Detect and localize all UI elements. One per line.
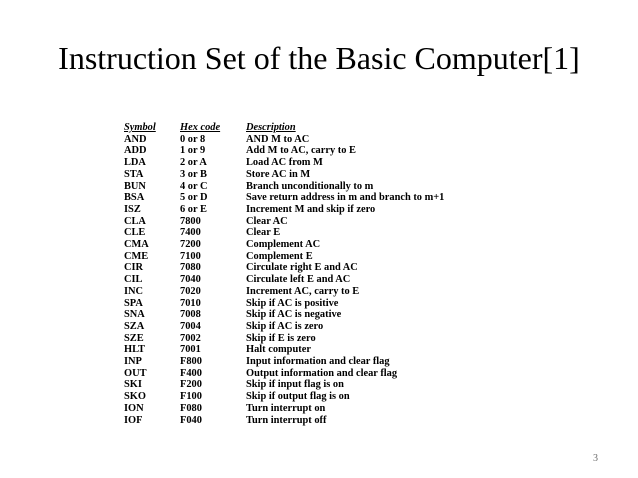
- cell-symbol: AND: [124, 133, 147, 145]
- table-row: [124, 403, 444, 415]
- cell-symbol: INC: [124, 285, 144, 297]
- header-description: Description: [246, 122, 296, 133]
- table-row: [124, 216, 444, 228]
- cell-hex-code: 7010: [180, 297, 201, 309]
- cell-symbol: BUN: [124, 180, 146, 192]
- table-row: [124, 344, 444, 356]
- table-row: [124, 309, 444, 321]
- cell-hex-code: F200: [180, 379, 202, 391]
- table-row: [124, 333, 444, 345]
- cell-symbol: SZA: [124, 320, 145, 332]
- cell-symbol: OUT: [124, 367, 147, 379]
- table-row: [124, 321, 444, 333]
- cell-description: Halt computer: [246, 344, 311, 356]
- cell-hex-code: 7040: [180, 274, 201, 286]
- cell-symbol: IOF: [124, 414, 143, 426]
- cell-description: Complement AC: [246, 239, 321, 251]
- table-row: [124, 356, 444, 368]
- cell-description: Store AC in M: [246, 168, 311, 180]
- cell-hex-code: 4 or C: [180, 180, 208, 192]
- table-row: [124, 157, 444, 169]
- cell-symbol: SKI: [124, 379, 142, 391]
- cell-symbol: CLA: [124, 215, 146, 227]
- cell-symbol: CIL: [124, 274, 143, 286]
- cell-hex-code: 1 or 9: [180, 145, 206, 157]
- table-row: [124, 134, 444, 146]
- cell-symbol: SZE: [124, 332, 144, 344]
- cell-description: Increment AC, carry to E: [246, 285, 360, 297]
- table-row: [124, 274, 444, 286]
- cell-description: Add M to AC, carry to E: [246, 145, 356, 157]
- cell-description: Complement E: [246, 250, 313, 262]
- cell-symbol: SPA: [124, 297, 143, 309]
- cell-symbol: CLE: [124, 227, 146, 239]
- cell-hex-code: F400: [180, 367, 202, 379]
- cell-hex-code: F100: [180, 391, 202, 403]
- cell-description: Circulate left E and AC: [246, 274, 351, 286]
- cell-hex-code: F040: [180, 414, 202, 426]
- cell-symbol: HLT: [124, 344, 145, 356]
- cell-symbol: CIR: [124, 262, 144, 274]
- cell-hex-code: F080: [180, 402, 202, 414]
- cell-hex-code: 7001: [180, 344, 201, 356]
- slide-title: Instruction Set of the Basic Computer[1]: [58, 40, 580, 76]
- table-row: [124, 181, 444, 193]
- cell-hex-code: 7400: [180, 227, 201, 239]
- cell-symbol: ISZ: [124, 203, 141, 215]
- cell-hex-code: 6 or E: [180, 203, 207, 215]
- cell-symbol: INP: [124, 356, 142, 368]
- cell-description: Skip if AC is positive: [246, 297, 339, 309]
- table-row: [124, 145, 444, 157]
- cell-description: Increment M and skip if zero: [246, 203, 376, 215]
- table-row: [124, 379, 444, 391]
- cell-hex-code: 3 or B: [180, 168, 207, 180]
- header-symbol: Symbol: [124, 122, 156, 133]
- cell-description: Load AC from M: [246, 157, 323, 169]
- cell-description: Turn interrupt on: [246, 402, 326, 414]
- table-row: [124, 298, 444, 310]
- cell-hex-code: 7080: [180, 262, 201, 274]
- cell-description: Skip if input flag is on: [246, 379, 344, 391]
- cell-hex-code: 7008: [180, 309, 201, 321]
- cell-description: Skip if AC is zero: [246, 320, 324, 332]
- cell-hex-code: 2 or A: [180, 157, 207, 169]
- cell-symbol: SNA: [124, 309, 145, 321]
- cell-hex-code: F800: [180, 356, 202, 368]
- table-row: [124, 239, 444, 251]
- cell-symbol: LDA: [124, 157, 146, 169]
- cell-description: Circulate right E and AC: [246, 262, 358, 274]
- cell-symbol: ADD: [124, 145, 147, 157]
- cell-description: Skip if E is zero: [246, 332, 316, 344]
- table-row: [124, 251, 444, 263]
- table-header-row: [124, 122, 444, 134]
- cell-symbol: BSA: [124, 192, 145, 204]
- table-row: [124, 415, 444, 427]
- table-row: [124, 391, 444, 403]
- table-row: [124, 192, 444, 204]
- cell-hex-code: 5 or D: [180, 192, 208, 204]
- cell-description: Turn interrupt off: [246, 414, 327, 426]
- cell-description: Skip if AC is negative: [246, 309, 342, 321]
- cell-symbol: SKO: [124, 391, 146, 403]
- cell-hex-code: 7020: [180, 285, 201, 297]
- cell-symbol: CMA: [124, 239, 149, 251]
- table-row: [124, 286, 444, 298]
- cell-hex-code: 0 or 8: [180, 133, 206, 145]
- cell-description: AND M to AC: [246, 133, 310, 145]
- cell-description: Clear E: [246, 227, 281, 239]
- cell-hex-code: 7100: [180, 250, 201, 262]
- table-row: [124, 368, 444, 380]
- table-row: [124, 169, 444, 181]
- cell-symbol: CME: [124, 250, 149, 262]
- table-row: [124, 227, 444, 239]
- cell-description: Skip if output flag is on: [246, 391, 350, 403]
- table-row: [124, 204, 444, 216]
- cell-description: Save return address in m and branch to m+1: [246, 192, 445, 204]
- cell-hex-code: 7800: [180, 215, 201, 227]
- cell-hex-code: 7004: [180, 320, 201, 332]
- table-row: [124, 262, 444, 274]
- cell-description: Output information and clear flag: [246, 367, 398, 379]
- cell-symbol: ION: [124, 402, 144, 414]
- cell-hex-code: 7002: [180, 332, 201, 344]
- cell-description: Input information and clear flag: [246, 356, 390, 368]
- cell-symbol: STA: [124, 168, 144, 180]
- cell-description: Branch unconditionally to m: [246, 180, 374, 192]
- instruction-table: [124, 122, 444, 426]
- page-number: 3: [593, 453, 598, 464]
- cell-hex-code: 7200: [180, 239, 201, 251]
- cell-description: Clear AC: [246, 215, 288, 227]
- header-hex-code: Hex code: [180, 122, 221, 133]
